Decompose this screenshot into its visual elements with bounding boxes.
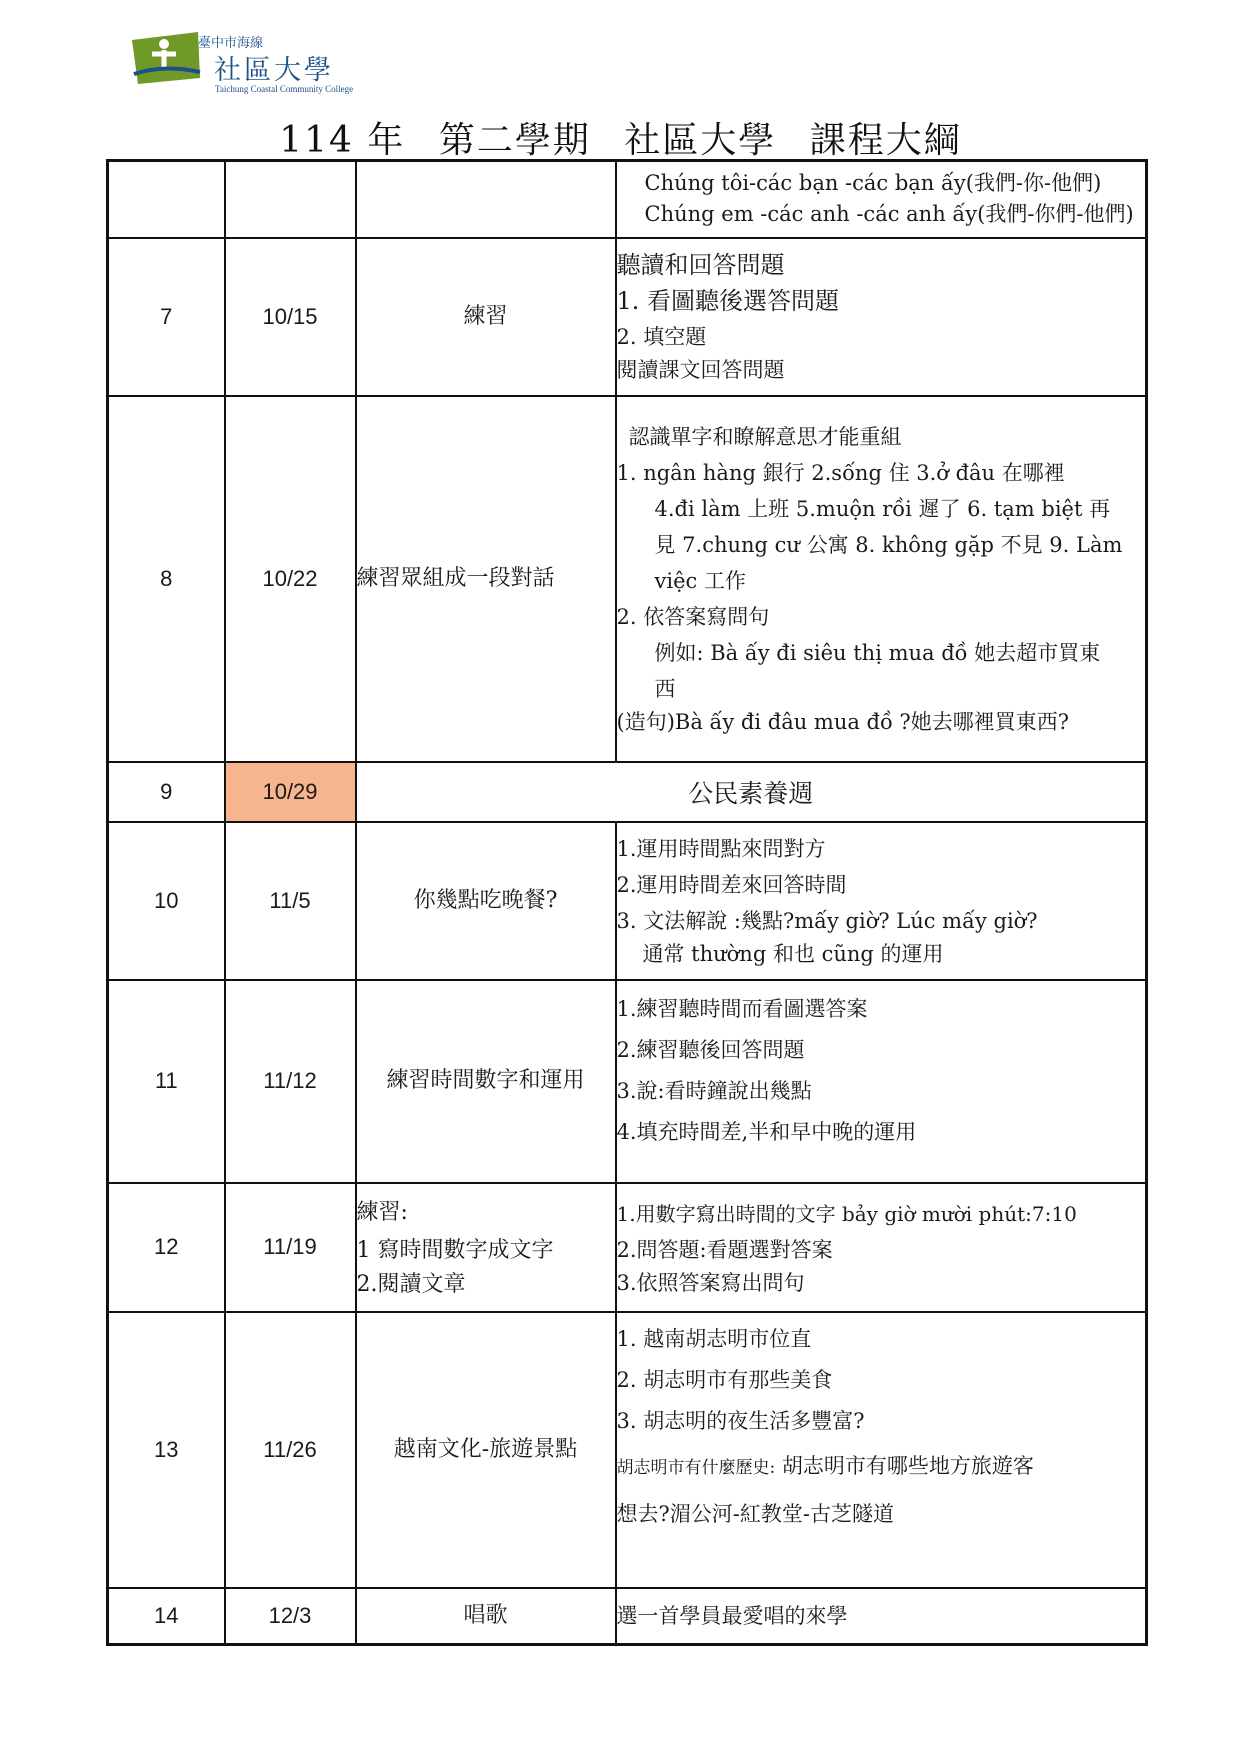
topic-cell bbox=[356, 396, 616, 762]
content-line: việc 工作 bbox=[654, 569, 746, 593]
content-cell bbox=[616, 980, 1147, 1183]
title-year: 114 年 bbox=[279, 120, 406, 161]
civic-week-cell: 公民素養週 bbox=[356, 762, 1147, 822]
content-line: 1. 越南胡志明市位直 bbox=[616, 1326, 812, 1351]
content-line: 4.đi làm 上班 5.muộn rồi 遲了 6. tạm biệt 再 bbox=[654, 497, 1111, 521]
content-line: 認識單字和瞭解意思才能重組 bbox=[628, 425, 902, 449]
content-line: 4.填充時間差,半和早中晚的運用 bbox=[616, 1119, 917, 1144]
date-cell: 12/3 bbox=[225, 1588, 356, 1645]
logo-english-text: Taichung Coastal Community College bbox=[215, 84, 354, 94]
week-cell: 13 bbox=[108, 1312, 225, 1588]
topic-line: 你幾點吃晚餐? bbox=[413, 887, 558, 913]
content-line: 2. 胡志明市有那些美食 bbox=[616, 1367, 833, 1392]
topic-cell bbox=[356, 1183, 616, 1312]
date-cell: 11/26 bbox=[225, 1312, 356, 1588]
topic-line: 唱歌 bbox=[463, 1602, 508, 1628]
topic-line: 2.閱讀文章 bbox=[356, 1272, 466, 1297]
title-doc: 課程大綱 bbox=[809, 120, 962, 161]
table-row bbox=[108, 980, 1147, 1183]
topic-line: 練習時間數字和運用 bbox=[386, 1068, 585, 1093]
content-line: Chúng em -các anh -các anh ấy(我們-你們-他們) bbox=[644, 202, 1134, 227]
content-line: 2. 依答案寫問句 bbox=[616, 605, 770, 629]
table-row bbox=[108, 396, 1147, 762]
history-question: 胡志明市有什麼歷史: bbox=[616, 1457, 776, 1478]
content-line: 閱讀課文回答問題 bbox=[616, 358, 785, 382]
content-cell bbox=[616, 396, 1147, 762]
content-line: 見 7.chung cư 公寓 8. không gặp 不見 9. Làm bbox=[654, 533, 1123, 557]
content-cell bbox=[616, 238, 1147, 396]
content-cell bbox=[616, 1312, 1147, 1588]
content-line: 選一首學員最愛唱的來學 bbox=[616, 1603, 848, 1628]
title-semester: 第二學期 bbox=[438, 120, 591, 161]
topic-cell bbox=[356, 822, 616, 980]
content-line: 3.依照答案寫出問句 bbox=[616, 1270, 805, 1295]
content-line: 1.運用時間點來問對方 bbox=[616, 837, 826, 861]
logo-city-text: 臺中市海線 bbox=[198, 36, 264, 51]
content-line: 2.運用時間差來回答時間 bbox=[616, 873, 847, 897]
content-line: 1. 看圖聽後選答問題 bbox=[616, 287, 840, 315]
table-row bbox=[108, 1588, 1147, 1645]
table-row bbox=[108, 238, 1147, 396]
content-line: 1.練習聽時間而看圖選答案 bbox=[616, 996, 868, 1021]
table-row bbox=[108, 1312, 1147, 1588]
topic-line: 練習眾組成一段對話 bbox=[356, 565, 555, 591]
table-row bbox=[108, 161, 1147, 238]
logo-name-text: 社區大學 bbox=[214, 55, 334, 86]
content-line: 2.問答題:看題選對答案 bbox=[616, 1237, 833, 1262]
topic-cell bbox=[356, 161, 616, 238]
topic-line: 練習 bbox=[463, 303, 508, 329]
page-title bbox=[0, 112, 1241, 163]
content-line: 1.用數字寫出時間的文字 bảy giờ mười phút:7:10 bbox=[616, 1201, 1077, 1226]
date-cell: 11/19 bbox=[225, 1183, 356, 1312]
content-line: 想去?湄公河-紅教堂-古芝隧道 bbox=[616, 1501, 894, 1526]
week-cell: 10 bbox=[108, 822, 225, 980]
syllabus-table bbox=[106, 159, 1148, 1646]
content-line: 3.說:看時鐘說出幾點 bbox=[616, 1078, 812, 1103]
content-line: 2. 填空題 bbox=[616, 325, 707, 349]
date-cell: 10/15 bbox=[225, 238, 356, 396]
topic-cell bbox=[356, 1312, 616, 1588]
topic-line: 1 寫時間數字成文字 bbox=[356, 1238, 554, 1263]
content-line bbox=[617, 1442, 1146, 1492]
week-cell: 7 bbox=[108, 238, 225, 396]
content-line: Chúng tôi-các bạn -các bạn ấy(我們-你-他們) bbox=[644, 171, 1102, 196]
content-line: 例如: Bà ấy đi siêu thị mua đồ 她去超市買東 bbox=[654, 641, 1101, 665]
topic-cell bbox=[356, 980, 616, 1183]
content-cell bbox=[616, 822, 1147, 980]
content-cell bbox=[616, 1183, 1147, 1312]
week-cell bbox=[108, 161, 225, 238]
week-cell: 9 bbox=[108, 762, 225, 822]
topic-line: 練習: bbox=[356, 1200, 408, 1225]
college-logo bbox=[128, 28, 378, 94]
title-school: 社區大學 bbox=[624, 120, 777, 161]
date-cell: 10/22 bbox=[225, 396, 356, 762]
date-cell: 11/5 bbox=[225, 822, 356, 980]
week-cell: 11 bbox=[108, 980, 225, 1183]
topic-cell bbox=[356, 238, 616, 396]
content-cell bbox=[616, 1588, 1147, 1645]
table-row bbox=[108, 822, 1147, 980]
content-line: 1. ngân hàng 銀行 2.sống 住 3.ở đâu 在哪裡 bbox=[616, 461, 1065, 485]
content-line: 通常 thường 和也 cũng 的運用 bbox=[642, 942, 944, 966]
date-cell bbox=[225, 161, 356, 238]
week-cell: 14 bbox=[108, 1588, 225, 1645]
week-cell: 12 bbox=[108, 1183, 225, 1312]
content-cell bbox=[616, 161, 1147, 238]
topic-line: 越南文化-旅遊景點 bbox=[393, 1436, 578, 1462]
travel-question: 胡志明市有哪些地方旅遊客 bbox=[781, 1453, 1034, 1478]
topic-cell bbox=[356, 1588, 616, 1645]
table-row bbox=[108, 1183, 1147, 1312]
table-row bbox=[108, 762, 1147, 822]
date-cell-highlighted: 10/29 bbox=[225, 762, 356, 822]
week-cell: 8 bbox=[108, 396, 225, 762]
logo-emblem-icon bbox=[128, 28, 208, 88]
content-line: 2.練習聽後回答問題 bbox=[616, 1037, 805, 1062]
content-line: 西 bbox=[654, 677, 676, 701]
content-line: (造句)Bà ấy đi đâu mua đồ ?她去哪裡買東西? bbox=[616, 710, 1070, 734]
date-cell: 11/12 bbox=[225, 980, 356, 1183]
content-line: 3. 胡志明的夜生活多豐富? bbox=[616, 1408, 865, 1433]
content-line: 3. 文法解說 :幾點?mấy giờ? Lúc mấy giờ? bbox=[616, 909, 1038, 933]
content-line: 聽讀和回答問題 bbox=[616, 251, 785, 279]
